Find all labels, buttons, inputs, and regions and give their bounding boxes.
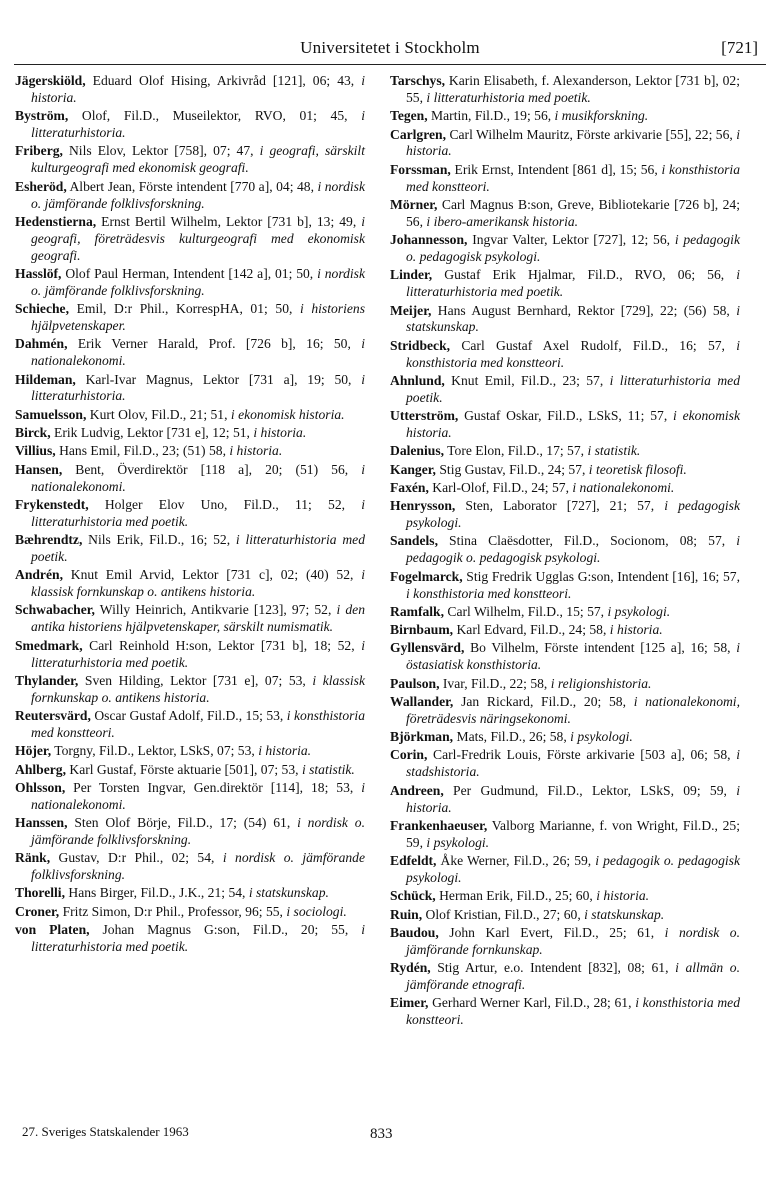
entry-field: i nordisk o. jämförande folklivsforskning. bbox=[31, 815, 365, 847]
entry-name: Linder, bbox=[390, 267, 433, 283]
entry-details: Stig Fredrik Ugglas G:son, Intendent [16], 16; 57, bbox=[462, 568, 740, 584]
entry-details: Hans Birger, Fil.D., J.K., 21; 54, bbox=[64, 885, 249, 901]
entry-name: Frankenhaeuser, bbox=[390, 817, 488, 833]
entry-field: i nordisk o. jämförande folklivsforskning. bbox=[31, 178, 365, 211]
list-item bbox=[15, 336, 365, 370]
entry-field: i nationalekonomi. bbox=[31, 461, 365, 494]
entry-name: Ruin, bbox=[390, 906, 423, 922]
entry-details: Herman Erik, Fil.D., 25; 60, bbox=[435, 888, 597, 904]
page-reference: [721] bbox=[721, 38, 758, 57]
entry-name: Hasslöf, bbox=[15, 265, 62, 281]
entry-details: Erik Ernst, Intendent [861 d], 15; 56, bbox=[450, 161, 662, 177]
entry-details: Fritz Simon, D:r Phil., Professor, 96; 55, bbox=[59, 903, 287, 919]
list-item bbox=[390, 783, 740, 817]
entry-field: i statistik. bbox=[587, 443, 641, 459]
entry-field: i konsthistoria med konstteori. bbox=[406, 337, 740, 370]
entry-details: Willy Heinrich, Antikvarie [123], 97; 52, bbox=[94, 602, 337, 618]
entry-field: i historia. bbox=[31, 73, 365, 105]
entry-name: Fogelmarck, bbox=[390, 568, 463, 584]
entry-field: i litteraturhistoria. bbox=[31, 108, 365, 141]
entry-field: i pedagogik o. pedagogisk psykologi. bbox=[406, 232, 740, 265]
list-item bbox=[390, 925, 740, 959]
entry-field: i psykologi. bbox=[607, 603, 671, 619]
list-item bbox=[390, 888, 740, 905]
entry-details: Sten Olof Börje, Fil.D., 17; (54) 61, bbox=[67, 815, 298, 831]
entry-name: Johannesson, bbox=[390, 232, 468, 248]
entry-field: i teoretisk filosofi. bbox=[588, 461, 687, 477]
entry-field: i östasiatisk konsthistoria. bbox=[406, 640, 740, 673]
list-item bbox=[390, 408, 740, 442]
entry-name: Thylander, bbox=[15, 672, 79, 688]
entry-details: Ingvar Valter, Lektor [727], 12; 56, bbox=[467, 232, 675, 248]
entry-name: Tarschys, bbox=[390, 73, 446, 88]
entry-details: Carl Reinhold H:son, Lektor [731 b], 18; 52, bbox=[82, 637, 362, 653]
entry-field: i historia. bbox=[253, 425, 307, 441]
entry-field: i pedagogik o. pedagogisk psykologi. bbox=[406, 853, 740, 885]
entry-field: i nordisk o. jämförande folklivsforskning. bbox=[31, 265, 365, 298]
entry-details: Karl Edvard, Fil.D., 24; 58, bbox=[453, 622, 610, 638]
entry-name: Ränk, bbox=[15, 850, 51, 866]
entry-field: i religionshistoria. bbox=[550, 675, 652, 691]
list-item bbox=[15, 780, 365, 814]
entry-name: Hansen, bbox=[15, 461, 63, 477]
entry-details: Carl Magnus B:son, Greve, Bibliotekarie [726 b], 24; 56, bbox=[406, 196, 740, 229]
entry-details: Karin Elisabeth, f. Alexanderson, Lektor [731 b], 02; 55, bbox=[406, 73, 740, 105]
list-item bbox=[390, 729, 740, 746]
entry-details: Gustaf Erik Hjalmar, Fil.D., RVO, 06; 56, bbox=[432, 267, 737, 283]
entry-name: Villius, bbox=[15, 443, 56, 459]
list-item bbox=[15, 743, 365, 760]
entry-name: Meijer, bbox=[390, 302, 432, 318]
page-footer bbox=[14, 1124, 766, 1144]
list-item bbox=[15, 301, 365, 335]
entry-details: Jan Rickard, Fil.D., 20; 58, bbox=[453, 693, 634, 709]
entry-details: Nils Erik, Fil.D., 16; 52, bbox=[82, 532, 236, 548]
entry-details: Oscar Gustaf Adolf, Fil.D., 15; 53, bbox=[90, 708, 287, 724]
list-item bbox=[15, 372, 365, 406]
entry-field: i geografi, särskilt kulturgeografi med ekonomisk geografi. bbox=[31, 143, 365, 176]
entry-details: Erik Ludvig, Lektor [731 e], 12; 51, bbox=[50, 425, 254, 441]
entry-details: Carl Wilhelm Mauritz, Förste arkivarie [55], 22; 56, bbox=[446, 126, 737, 142]
entry-name: Reutersvärd, bbox=[15, 708, 91, 724]
entry-details: Johan Magnus G:son, Fil.D., 20; 55, bbox=[89, 922, 362, 938]
entry-field: i konsthistoria med konstteori. bbox=[406, 585, 572, 601]
entry-details: Stig Artur, e.o. Intendent [832], 08; 61, bbox=[430, 960, 676, 976]
entry-details: Gustaf Oskar, Fil.D., LSkS, 11; 57, bbox=[458, 408, 674, 424]
entry-name: Dalenius, bbox=[390, 443, 445, 459]
list-item bbox=[390, 162, 740, 196]
list-item bbox=[390, 676, 740, 693]
entry-field: i ekonomisk historia. bbox=[230, 406, 345, 422]
list-item bbox=[390, 303, 740, 337]
list-item bbox=[15, 407, 365, 424]
left-column bbox=[15, 73, 365, 957]
entry-name: Höjer, bbox=[15, 743, 52, 759]
list-item bbox=[390, 694, 740, 728]
entry-name: Hanssen, bbox=[15, 815, 68, 831]
list-item bbox=[15, 108, 365, 142]
list-item bbox=[390, 108, 740, 125]
entry-name: Andreen, bbox=[390, 782, 444, 798]
entry-field: i statskunskap. bbox=[406, 302, 740, 335]
entry-details: Karl-Olof, Fil.D., 24; 57, bbox=[428, 479, 573, 495]
entry-details: Hans August Bernhard, Rektor [729], 22; (56) 58, bbox=[431, 302, 737, 318]
list-item bbox=[15, 462, 365, 496]
entry-field: i historiens hjälpvetenskaper. bbox=[31, 301, 365, 334]
entry-details: Mats, Fil.D., 26; 58, bbox=[453, 729, 571, 745]
list-item bbox=[390, 604, 740, 621]
list-item bbox=[390, 995, 740, 1029]
list-item bbox=[390, 569, 740, 603]
entry-field: i litteraturhistoria med poetik. bbox=[31, 496, 365, 529]
entry-details: Knut Emil, Fil.D., 23; 57, bbox=[444, 372, 610, 388]
entry-details: Hans Emil, Fil.D., 23; (51) 58, bbox=[55, 443, 230, 459]
list-item bbox=[15, 885, 365, 902]
entry-details: Sten, Laborator [727], 21; 57, bbox=[455, 498, 665, 514]
entry-name: Samuelsson, bbox=[15, 406, 87, 422]
entry-details: Carl Wilhelm, Fil.D., 15; 57, bbox=[444, 603, 608, 619]
entry-name: Hildeman, bbox=[15, 371, 76, 387]
entry-field: i nationalekonomi. bbox=[31, 779, 365, 812]
entry-name: Tegen, bbox=[390, 108, 428, 124]
entry-details: Albert Jean, Förste intendent [770 a], 04; 48, bbox=[66, 178, 318, 194]
entry-name: Faxén, bbox=[390, 479, 429, 495]
entry-name: Dahmén, bbox=[15, 336, 68, 352]
entry-details: Valborg Marianne, f. von Wright, Fil.D., 25; 59, bbox=[406, 817, 740, 850]
list-item bbox=[390, 373, 740, 407]
list-item bbox=[390, 960, 740, 994]
entry-details: Eduard Olof Hising, Arkivråd [121], 06; 43, bbox=[85, 73, 362, 88]
entry-name: Baudou, bbox=[390, 924, 439, 940]
entry-details: Carl Gustaf Axel Rudolf, Fil.D., 16; 57, bbox=[450, 337, 737, 353]
entry-name: Ramfalk, bbox=[390, 603, 444, 619]
entry-details: Erik Verner Harald, Prof. [726 b], 16; 50, bbox=[67, 336, 362, 352]
entry-field: i konsthistoria med konstteori. bbox=[406, 995, 740, 1028]
entry-name: Gyllensvärd, bbox=[390, 640, 465, 656]
right-column bbox=[390, 73, 740, 1030]
entry-name: Schwabacher, bbox=[15, 602, 95, 618]
entry-field: i stadshistoria. bbox=[406, 747, 740, 780]
entry-name: Corin, bbox=[390, 747, 428, 763]
entry-field: i allmän o. jämförande etnografi. bbox=[406, 960, 740, 992]
footer-publication: 27. Sveriges Statskalender 1963 bbox=[22, 1124, 189, 1139]
entry-details: Bent, Överdirektör [118 a], 20; (51) 56, bbox=[62, 461, 362, 477]
list-item bbox=[15, 922, 365, 956]
entry-name: Mörner, bbox=[390, 196, 438, 212]
entry-details: Gerhard Werner Karl, Fil.D., 28; 61, bbox=[428, 995, 636, 1011]
entry-details: Holger Elov Uno, Fil.D., 11; 52, bbox=[88, 496, 362, 512]
list-item bbox=[390, 232, 740, 266]
list-item bbox=[15, 762, 365, 779]
list-item bbox=[15, 532, 365, 566]
entry-field: i statistik. bbox=[301, 761, 355, 777]
list-item bbox=[15, 214, 365, 265]
entry-field: i musikforskning. bbox=[554, 108, 649, 124]
list-item bbox=[390, 338, 740, 372]
list-item bbox=[15, 815, 365, 849]
entry-field: i litteraturhistoria med poetik. bbox=[31, 532, 366, 564]
entry-name: Wallander, bbox=[390, 693, 454, 709]
list-item bbox=[15, 904, 365, 921]
entry-name: Sandels, bbox=[390, 533, 438, 549]
entry-field: i nationalekonomi. bbox=[572, 479, 675, 495]
entry-name: Andrén, bbox=[15, 567, 63, 583]
list-item bbox=[15, 497, 365, 531]
entry-field: i nordisk o. jämförande fornkunskap. bbox=[406, 924, 740, 957]
entry-field: i pedagogik o. pedagogisk psykologi. bbox=[406, 533, 740, 566]
entry-name: Björkman, bbox=[390, 729, 454, 745]
entry-field: i sociologi. bbox=[286, 903, 347, 919]
list-item bbox=[15, 567, 365, 601]
entry-details: Nils Elov, Lektor [758], 07; 47, bbox=[62, 143, 260, 159]
entry-field: i historia. bbox=[229, 443, 283, 459]
entry-details: Carl-Fredrik Louis, Förste arkivarie [503 a], 06; 58, bbox=[427, 747, 737, 763]
entry-details: Per Torsten Ingvar, Gen.direktör [114], 18; 53, bbox=[65, 779, 362, 795]
entry-details: Sven Hilding, Lektor [731 e], 07; 53, bbox=[78, 672, 313, 688]
list-item bbox=[390, 480, 740, 497]
entry-name: Friberg, bbox=[15, 143, 63, 159]
entry-name: Bæhrendtz, bbox=[15, 532, 83, 548]
entry-field: i litteraturhistoria med poetik. bbox=[31, 637, 365, 670]
entry-field: i konsthistoria med konstteori. bbox=[406, 161, 741, 194]
entry-field: i pedagogisk psykologi. bbox=[406, 498, 740, 531]
entry-name: Ahlberg, bbox=[15, 761, 66, 777]
entry-name: Paulson, bbox=[390, 675, 440, 691]
entry-details: Karl-Ivar Magnus, Lektor [731 a], 19; 50, bbox=[75, 371, 362, 387]
entry-name: Stridbeck, bbox=[390, 337, 451, 353]
entry-details: Emil, D:r Phil., KorrespHA, 01; 50, bbox=[69, 301, 300, 317]
list-item bbox=[390, 907, 740, 924]
entry-details: Åke Werner, Fil.D., 26; 59, bbox=[436, 853, 596, 869]
entry-details: Olof Kristian, Fil.D., 27; 60, bbox=[422, 906, 585, 922]
entry-name: Croner, bbox=[15, 903, 60, 919]
entry-name: Ahnlund, bbox=[390, 372, 445, 388]
entry-field: i litteraturhistoria med poetik. bbox=[426, 89, 591, 105]
entry-name: Ohlsson, bbox=[15, 779, 66, 795]
list-item bbox=[390, 462, 740, 479]
entry-name: Smedmark, bbox=[15, 637, 83, 653]
entry-details: Ernst Bertil Wilhelm, Lektor [731 b], 13; 49, bbox=[96, 213, 362, 229]
list-item bbox=[390, 73, 740, 107]
entry-name: Eimer, bbox=[390, 995, 429, 1011]
list-item bbox=[390, 747, 740, 781]
entry-name: Forssman, bbox=[390, 161, 451, 177]
list-item bbox=[15, 143, 365, 177]
entry-field: i nordisk o. jämförande folklivsforskning. bbox=[31, 850, 366, 883]
list-item bbox=[15, 179, 365, 213]
list-item bbox=[15, 266, 365, 300]
entry-field: i den antika historiens hjälpvetenskaper, särskilt numismatik. bbox=[31, 602, 365, 635]
entry-name: Henrysson, bbox=[390, 498, 456, 514]
entry-field: i ibero-amerikansk historia. bbox=[426, 213, 579, 229]
entry-details: Bo Vilhelm, Förste intendent [125 a], 16; 58, bbox=[464, 640, 737, 656]
entry-name: Kanger, bbox=[390, 461, 436, 477]
entry-name: von Platen, bbox=[15, 922, 90, 938]
entry-details: Gustav, D:r Phil., 02; 54, bbox=[50, 850, 223, 866]
entry-field: i nationalekonomi. bbox=[31, 336, 365, 369]
entry-name: Byström, bbox=[15, 108, 69, 124]
entry-field: i psykologi. bbox=[570, 729, 633, 745]
entry-name: Frykenstedt, bbox=[15, 496, 89, 512]
list-item bbox=[15, 602, 365, 636]
header-divider bbox=[14, 64, 766, 65]
entry-details: Knut Emil Arvid, Lektor [731 c], 02; (40) 52, bbox=[62, 567, 362, 583]
entry-field: i klassisk fornkunskap o. antikens historia. bbox=[31, 672, 365, 705]
entry-name: Edfeldt, bbox=[390, 853, 437, 869]
entry-field: i nationalekonomi, företrädesvis näringsekonomi. bbox=[406, 693, 740, 726]
entry-field: i litteraturhistoria med poetik. bbox=[406, 267, 740, 300]
entry-field: i litteraturhistoria. bbox=[31, 371, 365, 404]
list-item bbox=[15, 708, 365, 742]
page-header bbox=[14, 38, 766, 62]
entry-details: Ivar, Fil.D., 22; 58, bbox=[439, 675, 551, 691]
list-item bbox=[15, 443, 365, 460]
entry-field: i litteraturhistoria med poetik. bbox=[406, 372, 740, 405]
entry-details: Stig Gustav, Fil.D., 24; 57, bbox=[435, 461, 589, 477]
entry-field: i historia. bbox=[609, 622, 663, 638]
entry-field: i klassisk fornkunskap o. antikens historia. bbox=[31, 567, 365, 600]
entry-details: Kurt Olov, Fil.D., 21; 51, bbox=[86, 406, 231, 422]
entry-field: i litteraturhistoria med poetik. bbox=[31, 922, 366, 954]
list-item bbox=[15, 73, 365, 107]
entry-field: i statskunskap. bbox=[248, 885, 329, 901]
list-item bbox=[390, 443, 740, 460]
list-item bbox=[15, 425, 365, 442]
entry-details: Torgny, Fil.D., Lektor, LSkS, 07; 53, bbox=[51, 743, 259, 759]
entry-field: i historia. bbox=[596, 888, 650, 904]
entry-name: Schieche, bbox=[15, 301, 69, 317]
page-title: Universitetet i Stockholm bbox=[300, 38, 480, 57]
entry-field: i psykologi. bbox=[426, 834, 490, 850]
list-item bbox=[15, 673, 365, 707]
entry-name: Utterström, bbox=[390, 408, 459, 424]
entry-name: Thorelli, bbox=[15, 885, 65, 901]
entry-field: i ekonomisk historia. bbox=[406, 408, 740, 441]
entry-details: Olof Paul Herman, Intendent [142 a], 01; 50, bbox=[61, 265, 318, 281]
list-item bbox=[390, 640, 740, 674]
list-item bbox=[390, 853, 740, 887]
entry-details: Martin, Fil.D., 19; 56, bbox=[427, 108, 555, 124]
entry-details: John Karl Evert, Fil.D., 25; 61, bbox=[438, 924, 665, 940]
list-item bbox=[390, 622, 740, 639]
entry-field: i geografi, företrädesvis kulturgeografi med ekonomisk geografi. bbox=[31, 213, 365, 263]
entry-details: Karl Gustaf, Förste aktuarie [501], 07; 53, bbox=[65, 761, 302, 777]
entry-name: Jägerskiöld, bbox=[15, 73, 86, 88]
entry-field: i statskunskap. bbox=[584, 906, 665, 922]
list-item bbox=[15, 850, 365, 884]
list-item bbox=[390, 818, 740, 852]
entry-name: Birck, bbox=[15, 425, 51, 441]
list-item bbox=[15, 638, 365, 672]
list-item bbox=[390, 533, 740, 567]
entry-details: Olof, Fil.D., Museilektor, RVO, 01; 45, bbox=[68, 108, 362, 124]
list-item bbox=[390, 498, 740, 532]
entry-name: Birnbaum, bbox=[390, 622, 454, 638]
entry-name: Schück, bbox=[390, 888, 436, 904]
list-item bbox=[390, 127, 740, 161]
entry-details: Per Gudmund, Fil.D., Lektor, LSkS, 09; 59, bbox=[443, 782, 737, 798]
entry-field: i historia. bbox=[258, 743, 312, 759]
entry-field: i konsthistoria med konstteori. bbox=[31, 708, 365, 740]
entry-field: i historia. bbox=[406, 126, 740, 159]
entry-name: Rydén, bbox=[390, 960, 431, 976]
page-number: 833 bbox=[370, 1126, 393, 1142]
entry-name: Esheröd, bbox=[15, 178, 67, 194]
entry-field: i historia. bbox=[406, 782, 740, 815]
entry-name: Carlgren, bbox=[390, 126, 447, 142]
entry-name: Hedenstierna, bbox=[15, 213, 97, 229]
list-item bbox=[390, 197, 740, 231]
entry-details: Tore Elon, Fil.D., 17; 57, bbox=[444, 443, 588, 459]
entry-details: Stina Claësdotter, Fil.D., Socionom, 08; 57, bbox=[437, 533, 737, 549]
list-item bbox=[390, 267, 740, 301]
